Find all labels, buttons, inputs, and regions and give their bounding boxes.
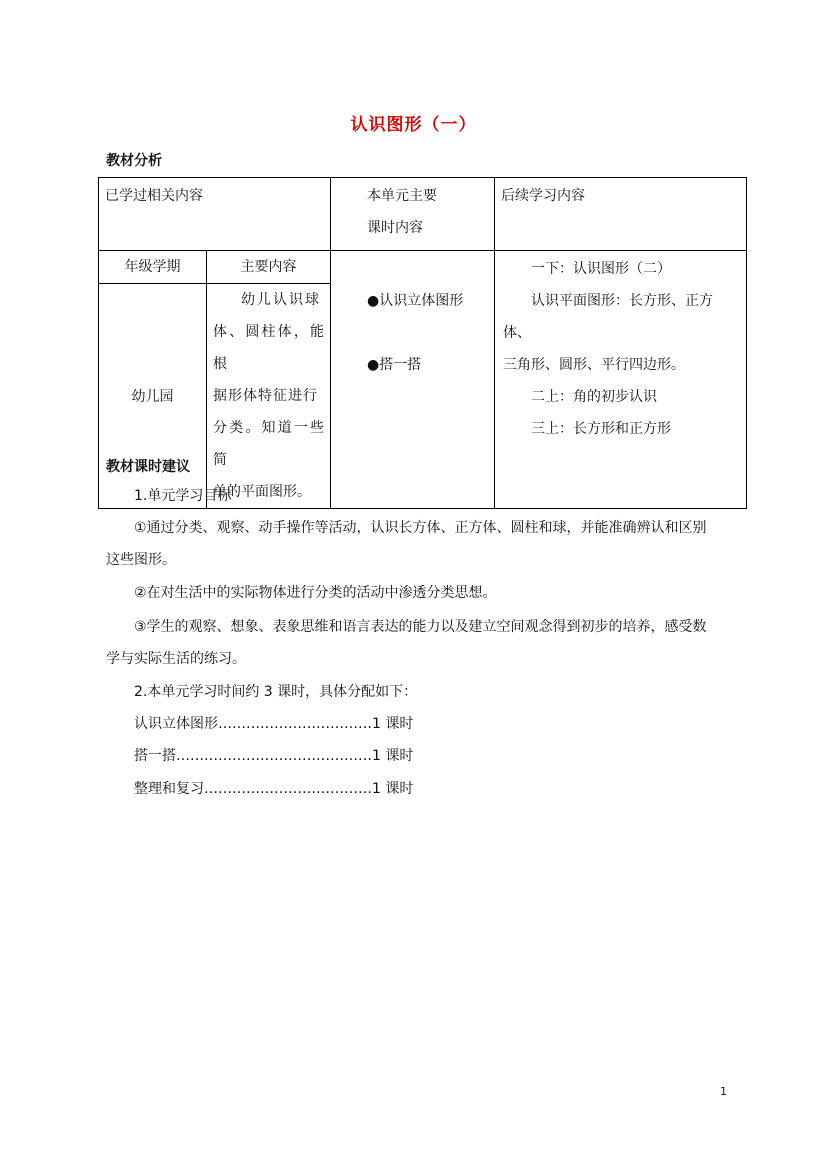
analysis-table bbox=[98, 177, 747, 509]
next-line: 三角形、圆形、平行四边形。 bbox=[503, 357, 685, 373]
content-value-cell bbox=[207, 284, 331, 509]
goal-item-3b: 学与实际生活的练习。 bbox=[106, 651, 246, 667]
schedule-row: 搭一搭……………………………………1 课时 bbox=[134, 748, 414, 764]
main-items-cell bbox=[331, 251, 495, 509]
goals-heading: 1.单元学习目标 bbox=[134, 488, 232, 504]
header-main-content bbox=[331, 178, 495, 251]
content-line: 据形体特征进行 bbox=[213, 388, 318, 404]
goal-item-1a: ①通过分类、观察、动手操作等活动，认识长方体、正方体、圆柱和球，并能准确辨认和区别 bbox=[134, 520, 707, 536]
header-main-line2: 课时内容 bbox=[367, 220, 423, 236]
header-prev-label: 已学过相关内容 bbox=[105, 188, 203, 204]
header-main-line1: 本单元主要 bbox=[367, 188, 437, 204]
main-item: ●搭一搭 bbox=[367, 357, 422, 373]
header-prev-content bbox=[99, 178, 331, 251]
schedule-row: 认识立体图形……………………………1 课时 bbox=[134, 716, 414, 732]
col-grade-label: 年级学期 bbox=[124, 259, 181, 275]
content-line: 单的平面图形。 bbox=[213, 484, 311, 500]
main-item: ●认识立体图形 bbox=[367, 293, 464, 309]
next-line: 认识平面图形：长方形、正方体、 bbox=[503, 293, 713, 341]
goal-item-2: ②在对生活中的实际物体进行分类的活动中渗透分类思想。 bbox=[134, 585, 497, 601]
document-title: 认识图形（一） bbox=[350, 115, 477, 135]
grade-value: 幼儿园 bbox=[131, 389, 174, 405]
col-content-header bbox=[207, 251, 331, 284]
goal-item-3a: ③学生的观察、想象、表象思维和语言表达的能力以及建立空间观念得到初步的培养，感受数 bbox=[134, 619, 707, 635]
header-next-content bbox=[495, 178, 747, 251]
section-heading-analysis: 教材分析 bbox=[106, 153, 162, 169]
section-heading-suggestions: 教材课时建议 bbox=[106, 459, 190, 475]
next-line: 二上：角的初步认识 bbox=[531, 389, 657, 405]
content-line: 幼儿认识球 bbox=[241, 292, 321, 308]
next-line: 三上：长方形和正方形 bbox=[531, 421, 671, 437]
schedule-row: 整理和复习………………………………1 课时 bbox=[134, 781, 414, 797]
content-line: 分类。知道一些简 bbox=[213, 420, 324, 468]
next-line: 一下：认识图形（二） bbox=[531, 261, 671, 277]
col-grade-header bbox=[99, 251, 207, 284]
goal-item-1b: 这些图形。 bbox=[106, 552, 176, 568]
content-line: 体、圆柱体，能根 bbox=[213, 324, 324, 372]
header-next-label: 后续学习内容 bbox=[501, 188, 585, 204]
page-number: 1 bbox=[720, 1085, 727, 1098]
col-content-label: 主要内容 bbox=[240, 259, 297, 275]
schedule-heading: 2.本单元学习时间约 3 课时，具体分配如下： bbox=[134, 684, 418, 700]
next-content-cell bbox=[495, 251, 747, 509]
